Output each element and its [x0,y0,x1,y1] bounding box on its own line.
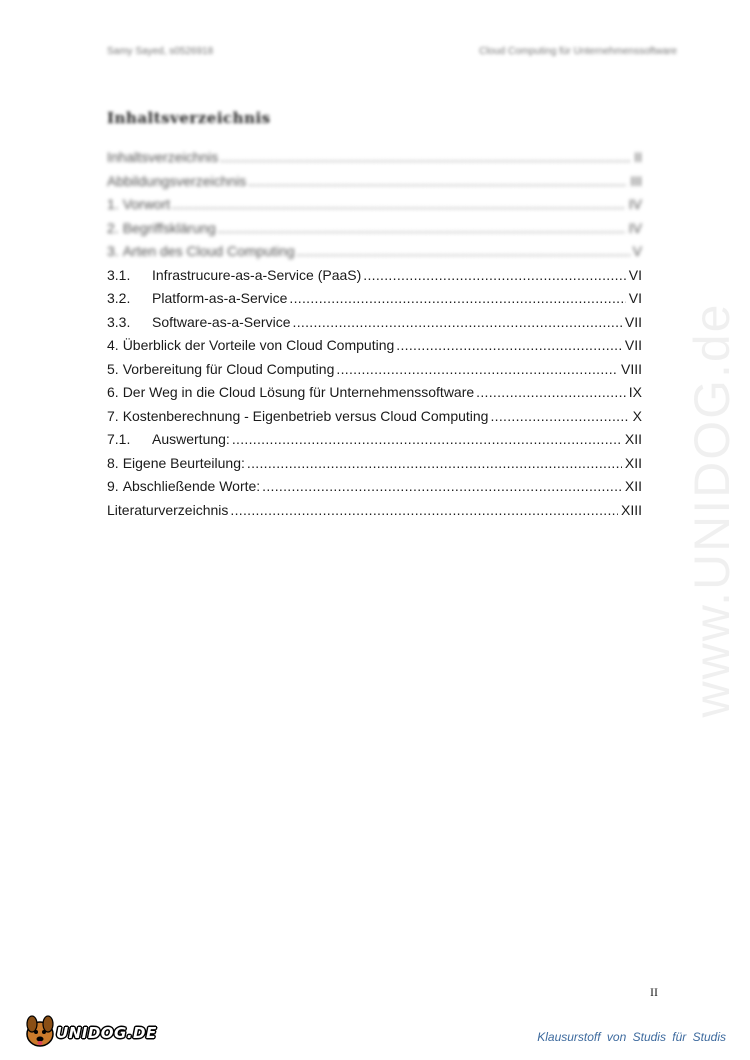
toc-entry-page: VII [624,337,642,353]
toc-entry-number: 3. [107,243,119,259]
toc-dot-leader [230,499,618,523]
toc-entry-label: Literaturverzeichnis [107,501,229,518]
toc-entry-label: Arten des Cloud Computing [122,243,295,259]
toc-entry-page: II [634,149,642,165]
toc-dot-leader [220,146,631,170]
toc-entry-page: VII [624,313,642,330]
toc-entry[interactable] [107,287,642,311]
header-course-title: Cloud Computing für Unternehmenssoftware [479,46,677,57]
toc-heading: Inhaltsverzeichnis [107,109,271,127]
toc-entry-label: Eigene Beurteilung: [122,454,245,471]
toc-dot-leader [248,170,627,194]
toc-entry-label: Vorwort [122,196,171,212]
table-of-contents [107,146,642,522]
toc-entry[interactable] [107,381,642,405]
toc-entry-page: III [630,172,642,189]
toc-entry-label: Kostenberechnung - Eigenbetrieb versus Cloud Computing [122,407,489,424]
toc-entry-number: 2. [107,219,119,236]
footer-slogan: Klausurstoff von Studis für Studis [537,1030,726,1044]
toc-entry-label: Begriffsklärung [122,219,216,236]
toc-entry-number: 3.1. [107,266,131,283]
toc-dot-leader [396,334,622,358]
toc-entry-label: Abschließende Worte: [122,478,261,494]
toc-entry-label: Der Weg in die Cloud Lösung für Unternehmenssoftware [122,384,475,400]
toc-entry-number: 1. [107,196,119,212]
toc-dot-leader [218,217,626,241]
toc-entry-page: VI [628,290,642,306]
toc-entry[interactable] [107,499,642,523]
toc-entry[interactable] [107,170,642,194]
toc-entry[interactable] [107,428,642,452]
toc-entry[interactable] [107,146,642,170]
toc-entry-number: 3.2. [107,290,131,306]
toc-entry-page: V [632,243,642,259]
toc-entry-page: XII [624,478,642,494]
page-header [107,46,677,60]
toc-dot-leader [247,452,622,476]
page-number: II [650,985,658,999]
toc-entry-page: VI [628,266,642,283]
unidog-logo[interactable] [22,1012,162,1050]
toc-entry-number: 3.3. [107,313,131,330]
toc-dot-leader [289,287,625,311]
watermark-text: www.UNIDOG.de [684,302,740,718]
toc-dot-leader [476,381,626,405]
toc-dot-leader [172,193,626,217]
toc-dot-leader [262,475,622,499]
toc-entry-page: IV [628,196,642,212]
toc-entry-label: Abbildungsverzeichnis [107,172,247,189]
toc-dot-leader [490,405,629,429]
toc-dot-leader [363,264,625,288]
toc-entry-page: XIII [620,501,642,518]
toc-entry-page: IV [628,219,642,236]
toc-entry[interactable] [107,217,642,241]
toc-entry[interactable] [107,452,642,476]
header-author: Samy Sayed, s0526918 [107,46,214,57]
toc-entry[interactable] [107,405,642,429]
toc-entry[interactable] [107,240,642,264]
toc-entry-page: X [632,407,642,424]
toc-entry-page: VIII [620,360,642,377]
toc-entry-page: XII [624,431,642,447]
toc-entry-number: 7. [107,407,119,424]
logo-text: UNIDOG.DE [56,1024,157,1042]
toc-entry[interactable] [107,193,642,217]
toc-dot-leader [297,240,630,264]
toc-entry-number: 5. [107,360,119,377]
toc-entry-page: XII [624,454,642,471]
toc-entry-label: Vorbereitung für Cloud Computing [122,360,335,377]
toc-entry-number: 4. [107,337,119,353]
toc-entry[interactable] [107,358,642,382]
toc-entry[interactable] [107,311,642,335]
toc-entry-number: 8. [107,454,119,471]
toc-entry-number: 7.1. [107,431,131,447]
toc-entry-page: IX [628,384,642,400]
toc-entry-label: Überblick der Vorteile von Cloud Computing [122,337,395,353]
toc-dot-leader [232,428,622,452]
toc-entry-label: Inhaltsverzeichnis [107,149,219,165]
toc-entry[interactable] [107,264,642,288]
toc-entry-label: Infrastrucure-as-a-Service (PaaS) [152,266,362,283]
toc-dot-leader [293,311,622,335]
toc-entry-label: Software-as-a-Service [152,313,291,330]
toc-entry-number: 6. [107,384,119,400]
toc-entry[interactable] [107,475,642,499]
toc-entry-number: 9. [107,478,119,494]
toc-entry-label: Platform-as-a-Service [152,290,288,306]
toc-entry[interactable] [107,334,642,358]
toc-entry-label: Auswertung: [152,431,230,447]
toc-dot-leader [336,358,618,382]
